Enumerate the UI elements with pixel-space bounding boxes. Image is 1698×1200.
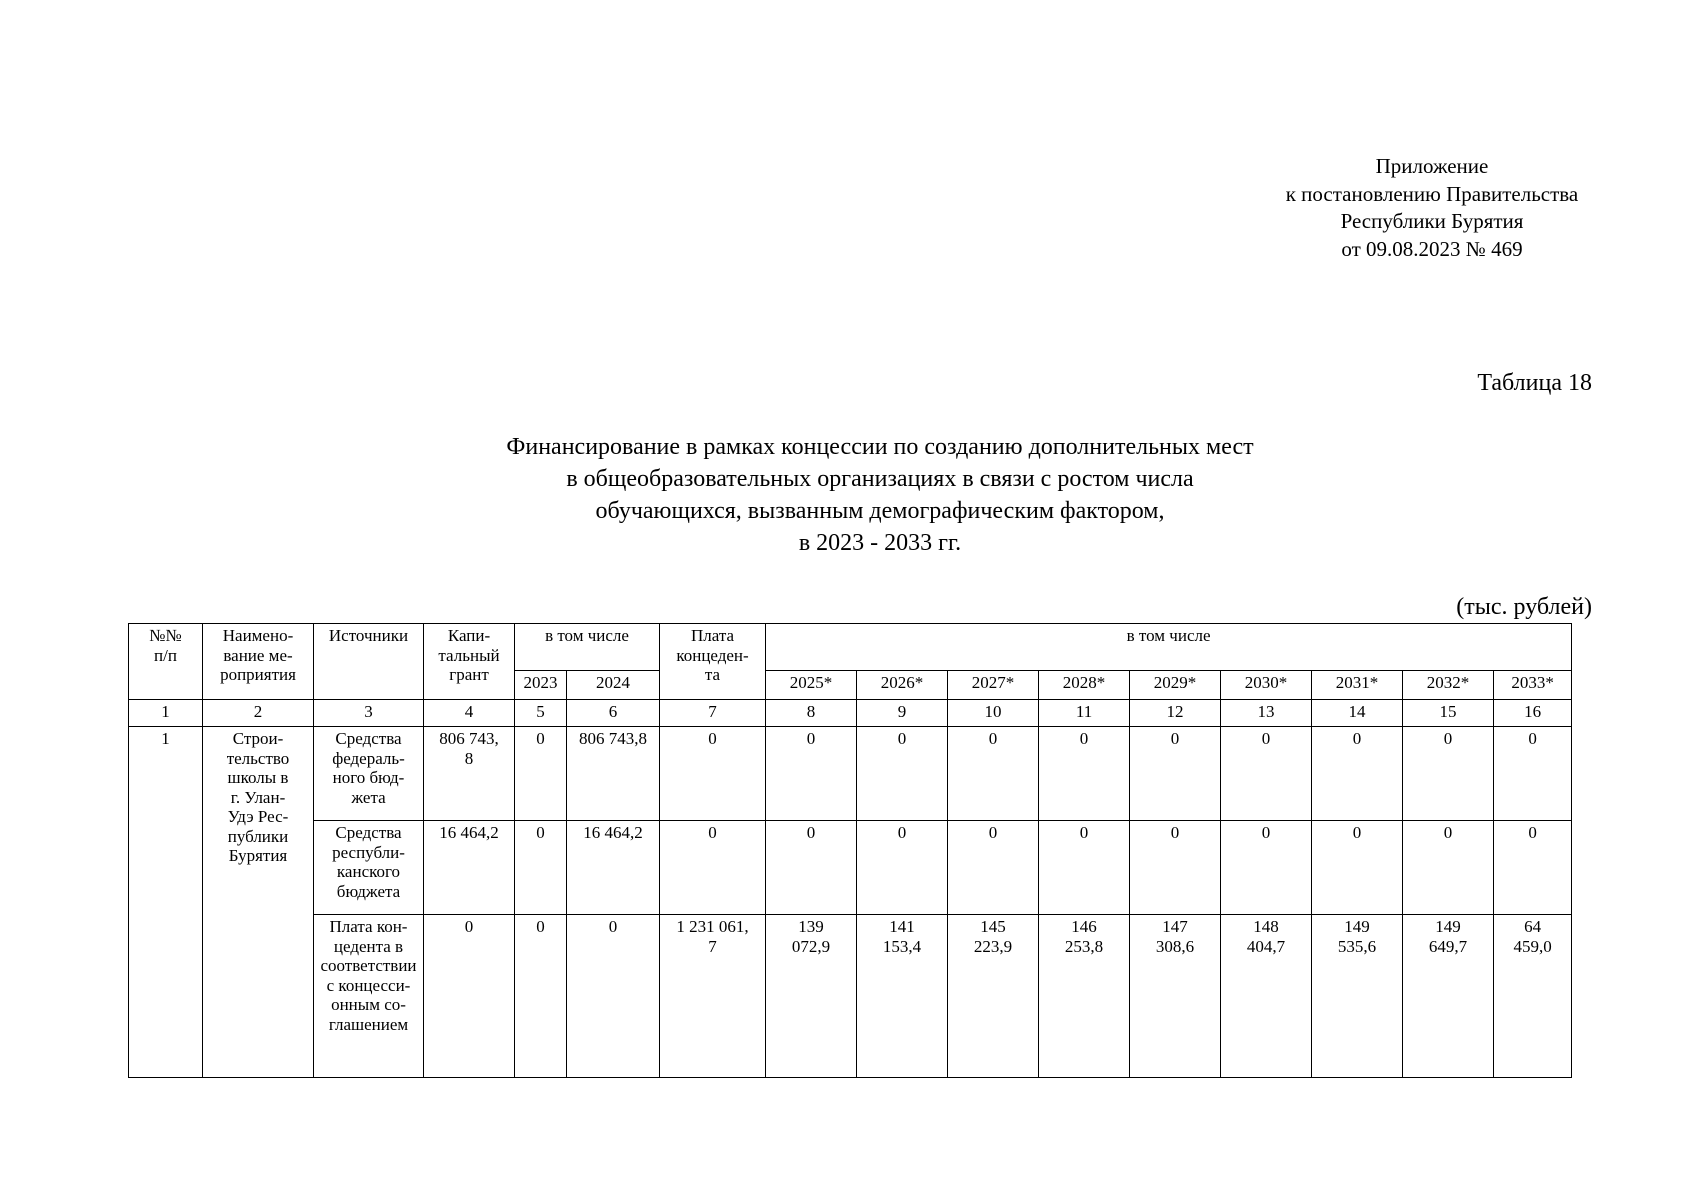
row-year-value: 0 [1494,821,1572,915]
header-including-payment: в том числе [766,624,1572,671]
row-2024: 0 [567,915,660,1078]
header-year: 2024 [567,671,660,700]
header-payment: Плата концеден- та [660,624,766,700]
column-numbers-row [129,700,1572,727]
column-number: 8 [766,700,857,727]
row-year-value: 145 223,9 [948,915,1039,1078]
header-year: 2025* [766,671,857,700]
column-number: 11 [1039,700,1130,727]
appendix-line: Приложение [1375,154,1489,178]
table-row [129,727,1572,821]
row-2023: 0 [515,915,567,1078]
header-year: 2031* [1312,671,1403,700]
column-number: 9 [857,700,948,727]
row-2024: 806 743,8 [567,727,660,821]
row-year-value: 0 [1403,821,1494,915]
header-year: 2028* [1039,671,1130,700]
table-row [129,915,1572,1078]
header-including-grant: в том числе [515,624,660,671]
row-source: Средства федераль- ного бюд- жета [314,727,424,821]
row-year-value: 0 [948,727,1039,821]
row-year-value: 0 [948,821,1039,915]
header-row [129,624,1572,671]
row-year-value: 149 535,6 [1312,915,1403,1078]
column-number: 4 [424,700,515,727]
row-year-value: 0 [1312,727,1403,821]
column-number: 2 [203,700,314,727]
financing-table [128,623,1572,1078]
header-year: 2027* [948,671,1039,700]
row-year-value: 0 [766,821,857,915]
row-2023: 0 [515,821,567,915]
header-year: 2023 [515,671,567,700]
column-number: 6 [567,700,660,727]
row-payment: 0 [660,727,766,821]
row-year-value: 0 [1221,727,1312,821]
row-year-value: 0 [1130,727,1221,821]
row-year-value: 0 [1039,821,1130,915]
header-grant: Капи- тальный грант [424,624,515,700]
header-sources: Источники [314,624,424,700]
row-year-value: 147 308,6 [1130,915,1221,1078]
header-year: 2030* [1221,671,1312,700]
document-title [380,431,1380,559]
column-number: 14 [1312,700,1403,727]
row-year-value: 0 [1312,821,1403,915]
column-number: 7 [660,700,766,727]
header-year: 2033* [1494,671,1572,700]
appendix-line: Республики Бурятия [1340,209,1524,233]
column-number: 5 [515,700,567,727]
column-number: 13 [1221,700,1312,727]
row-year-value: 139 072,9 [766,915,857,1078]
row-source: Плата кон- цедента в соответствии с концесси- онным со- глашением [314,915,424,1078]
row-source: Средства республи- канского бюджета [314,821,424,915]
appendix-block [1232,153,1632,263]
title-line: обучающихся, вызванным демографическим фактором, [595,498,1165,524]
row-year-value: 0 [857,727,948,821]
column-number: 12 [1130,700,1221,727]
column-number: 16 [1494,700,1572,727]
row-year-value: 0 [1130,821,1221,915]
title-line: Финансирование в рамках концессии по созданию дополнительных мест [506,434,1254,460]
row-grant: 16 464,2 [424,821,515,915]
row-payment: 1 231 061, 7 [660,915,766,1078]
row-payment: 0 [660,821,766,915]
row-year-value: 141 153,4 [857,915,948,1078]
column-number: 15 [1403,700,1494,727]
row-year-value: 0 [1221,821,1312,915]
table-number: Таблица 18 [1477,370,1592,396]
header-year: 2032* [1403,671,1494,700]
row-year-value: 64 459,0 [1494,915,1572,1078]
row-year-value: 0 [1494,727,1572,821]
header-num: №№ п/п [129,624,203,700]
title-line: в 2023 - 2033 гг. [798,530,962,556]
table-row [129,821,1572,915]
units-label: (тыс. рублей) [1456,594,1592,620]
row-year-value: 146 253,8 [1039,915,1130,1078]
row-year-value: 149 649,7 [1403,915,1494,1078]
appendix-line: к постановлению Правительства [1285,181,1579,206]
appendix-line: от 09.08.2023 № 469 [1341,236,1523,261]
header-year: 2029* [1130,671,1221,700]
title-line: в общеобразовательных организациях в связи с ростом числа [566,466,1194,492]
row-2023: 0 [515,727,567,821]
row-year-value: 0 [766,727,857,821]
row-year-value: 0 [1403,727,1494,821]
column-number: 10 [948,700,1039,727]
row-year-value: 0 [857,821,948,915]
column-number: 1 [129,700,203,727]
header-year: 2026* [857,671,948,700]
row-2024: 16 464,2 [567,821,660,915]
header-name: Наимено- вание ме- роприятия [203,624,314,700]
item-name: Строи- тельство школы в г. Улан- Удэ Рес- публики Бурятия [203,727,314,1078]
row-grant: 0 [424,915,515,1078]
row-grant: 806 743, 8 [424,727,515,821]
row-year-value: 148 404,7 [1221,915,1312,1078]
column-number: 3 [314,700,424,727]
item-number: 1 [129,727,203,1078]
row-year-value: 0 [1039,727,1130,821]
